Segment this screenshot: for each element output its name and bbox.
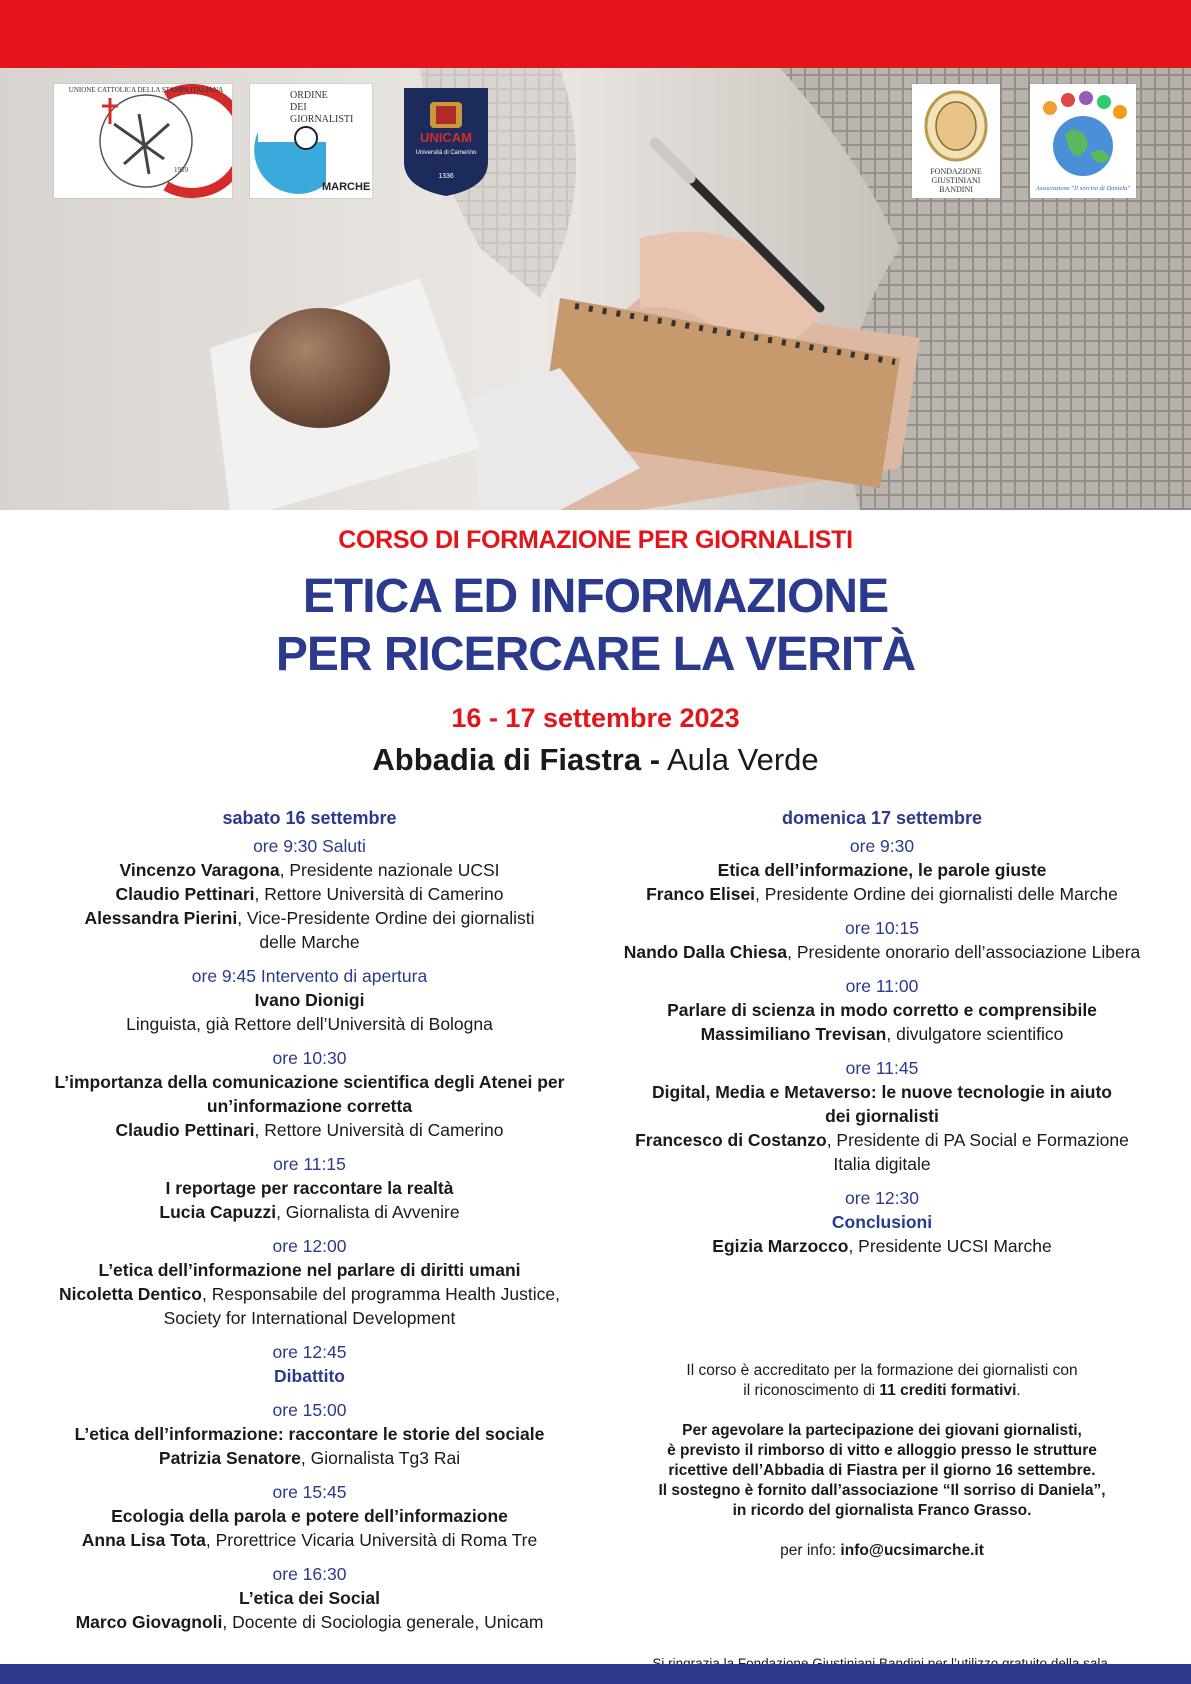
day1-program <box>22 806 597 1644</box>
top-red-band <box>0 0 1191 68</box>
speaker-role: , Responsabile del programma Health Justice, <box>201 1284 560 1304</box>
info-contact <box>598 1541 1166 1561</box>
talk-title: Ecologia della parola e potere dell’informazione <box>111 1506 508 1526</box>
speaker <box>598 1128 1166 1152</box>
program-block <box>22 1480 597 1552</box>
talk-title-cont: un’informazione corretta <box>206 1096 413 1116</box>
speaker-name: Marco Giovagnoli <box>75 1612 223 1632</box>
speaker-name: Anna Lisa Tota <box>81 1530 206 1550</box>
program-block <box>22 1152 597 1224</box>
program-block <box>22 1340 597 1388</box>
event-dates: 16 - 17 settembre 2023 <box>451 703 740 733</box>
speaker-name: Francesco di Costanzo <box>635 1130 827 1150</box>
speaker <box>22 1282 597 1306</box>
talk-title: I reportage per raccontare la realtà <box>165 1178 454 1198</box>
svg-text:FONDAZIONE: FONDAZIONE <box>930 167 982 176</box>
session-time: ore 12:45 <box>272 1342 347 1362</box>
day2-program <box>598 806 1166 1268</box>
speaker <box>22 1610 597 1634</box>
svg-text:UNICAM: UNICAM <box>420 130 472 145</box>
speaker <box>22 1118 597 1142</box>
fondazione-giustiniani-bandini-logo <box>912 84 1000 198</box>
speaker <box>22 1446 597 1470</box>
session-time: ore 15:45 <box>272 1482 347 1502</box>
accreditation-line-2: il riconoscimento di <box>743 1382 880 1399</box>
support-note <box>598 1421 1166 1521</box>
program-block <box>598 1186 1166 1258</box>
speaker-role: , Presidente di PA Social e Formazione <box>826 1130 1129 1150</box>
hero-photo <box>0 68 1191 510</box>
svg-text:1959: 1959 <box>174 166 188 174</box>
svg-text:MARCHE: MARCHE <box>322 181 371 193</box>
speaker <box>22 882 597 906</box>
speaker-role: , Giornalista Tg3 Rai <box>300 1448 461 1468</box>
page-title <box>0 568 1191 684</box>
speaker-name: Lucia Capuzzi <box>159 1202 277 1222</box>
support-line: ricettive dell’Abbadia di Fiastra per il giorno 16 settembre. <box>668 1462 1096 1479</box>
session-time: ore 10:15 <box>845 918 919 938</box>
speaker-role: , divulgatore scientifico <box>886 1024 1064 1044</box>
venue-name: Abbadia di Fiastra - <box>372 742 661 777</box>
speaker-name: Franco Elisei <box>646 884 756 904</box>
venue-room: Aula Verde <box>660 742 819 777</box>
session-time: ore 9:45 Intervento di apertura <box>191 966 428 986</box>
talk-title: L’etica dei Social <box>238 1588 381 1608</box>
speaker-role: , Docente di Sociologia generale, Unicam <box>222 1612 544 1632</box>
program-block <box>598 974 1166 1046</box>
session-time: ore 9:30 <box>849 836 915 856</box>
ucsi-logo <box>54 84 232 198</box>
session-time: ore 12:00 <box>272 1236 347 1256</box>
speaker-role: , Vice-Presidente Ordine dei giornalisti <box>237 908 535 928</box>
accreditation-line-1: Il corso è accreditato per la formazione dei giornalisti con <box>686 1362 1078 1379</box>
speaker-name: Nicoletta Dentico <box>59 1284 202 1304</box>
svg-text:ORDINE: ORDINE <box>290 90 328 101</box>
speaker-role: , Presidente nazionale UCSI <box>279 860 500 880</box>
svg-text:1336: 1336 <box>438 173 454 180</box>
ordine-giornalisti-logo <box>250 84 372 198</box>
accreditation-period: . <box>1016 1382 1021 1399</box>
speaker-name: Patrizia Senatore <box>158 1448 301 1468</box>
svg-text:GIUSTINIANI: GIUSTINIANI <box>931 176 981 185</box>
speaker-role: , Rettore Università di Camerino <box>254 884 504 904</box>
svg-text:UNIONE CATTOLICA DELLA STAMPA: UNIONE CATTOLICA DELLA STAMPA ITALIANA <box>68 86 224 94</box>
svg-text:Associazione "Il sorriso di Da: Associazione "Il sorriso di Daniela" <box>1035 185 1131 192</box>
speaker <box>598 882 1166 906</box>
svg-text:DEI: DEI <box>290 102 307 113</box>
talk-title: Digital, Media e Metaverso: le nuove tecnologie in aiuto <box>652 1082 1112 1102</box>
speaker-name: Alessandra Pierini <box>84 908 238 928</box>
speaker-name: Nando Dalla Chiesa <box>623 942 788 962</box>
talk-title: L’importanza della comunicazione scientifica degli Atenei per <box>54 1072 565 1092</box>
talk-title: L’etica dell’informazione nel parlare di diritti umani <box>98 1260 521 1280</box>
unicam-logo <box>400 84 492 198</box>
program-block <box>22 964 597 1036</box>
program-block <box>22 834 597 954</box>
speaker <box>598 1234 1166 1258</box>
speaker-role-cont: Society for International Development <box>163 1308 456 1328</box>
session-time: ore 12:30 <box>845 1188 919 1208</box>
speaker-role: , Presidente onorario dell’associazione Libera <box>787 942 1141 962</box>
speaker-role: , Presidente UCSI Marche <box>848 1236 1052 1256</box>
session-time: ore 11:00 <box>845 976 919 996</box>
speaker <box>22 1200 597 1224</box>
speaker <box>22 858 597 882</box>
program-block <box>598 1056 1166 1176</box>
talk-title: Etica dell’informazione, le parole giuste <box>717 860 1047 880</box>
course-kicker: CORSO DI FORMAZIONE PER GIORNALISTI <box>338 526 853 554</box>
session-time: ore 15:00 <box>272 1400 347 1420</box>
speaker <box>22 1528 597 1552</box>
speaker-name: Massimiliano Trevisan <box>700 1024 887 1044</box>
program-block <box>598 916 1166 964</box>
talk-title: L’etica dell’informazione: raccontare le storie del sociale <box>74 1424 545 1444</box>
session-time: ore 9:30 Saluti <box>253 836 366 856</box>
support-line: in ricordo del giornalista Franco Grasso. <box>732 1502 1032 1519</box>
bottom-blue-band <box>0 1664 1191 1684</box>
program-block <box>22 1046 597 1142</box>
talk-title-cont: dei giornalisti <box>825 1106 939 1126</box>
conclusions-label: Conclusioni <box>831 1212 933 1232</box>
speaker <box>598 1022 1166 1046</box>
speaker-role: , Giornalista di Avvenire <box>276 1202 460 1222</box>
day2-label: domenica 17 settembre <box>781 808 983 828</box>
speaker-role-cont: delle Marche <box>259 932 360 952</box>
svg-text:GIORNALISTI: GIORNALISTI <box>290 114 354 125</box>
accreditation-note <box>598 1361 1166 1401</box>
program-block <box>22 1234 597 1330</box>
speaker-role: , Prorettrice Vicaria Università di Roma Tre <box>205 1530 538 1550</box>
speaker-name: Vincenzo Varagona <box>119 860 280 880</box>
credits-count: 11 crediti formativi <box>879 1382 1017 1399</box>
session-time: ore 11:45 <box>845 1058 919 1078</box>
speaker-name: Claudio Pettinari <box>115 884 255 904</box>
talk-title: Parlare di scienza in modo corretto e comprensibile <box>667 1000 1097 1020</box>
title-line-1: ETICA ED INFORMAZIONE <box>302 570 889 623</box>
speaker-role: Linguista, già Rettore dell’Università di Bologna <box>126 1014 493 1034</box>
course-notes <box>598 1361 1166 1581</box>
session-time: ore 11:15 <box>273 1154 346 1174</box>
program-block <box>22 1398 597 1470</box>
support-line: Il sostegno è fornito dall’associazione “Il sorriso di Daniela”, <box>658 1482 1106 1499</box>
info-email[interactable]: info@ucsimarche.it <box>840 1542 984 1559</box>
speaker <box>598 940 1166 964</box>
title-line-2: PER RICERCARE LA VERITÀ <box>275 628 916 681</box>
speaker-role: , Presidente Ordine dei giornalisti delle Marche <box>755 884 1118 904</box>
speaker-role: , Rettore Università di Camerino <box>254 1120 504 1140</box>
support-line: Per agevolare la partecipazione dei giovani giornalisti, <box>682 1422 1082 1439</box>
speaker-name: Ivano Dionigi <box>254 990 365 1010</box>
support-line: è previsto il rimborso di vitto e alloggio presso le strutture <box>667 1442 1097 1459</box>
sorriso-di-daniela-logo <box>1030 84 1136 198</box>
svg-text:BANDINI: BANDINI <box>939 185 973 194</box>
session-time: ore 16:30 <box>272 1564 347 1584</box>
day1-label: sabato 16 settembre <box>222 808 397 828</box>
session-time: ore 10:30 <box>272 1048 347 1068</box>
program-block <box>598 834 1166 906</box>
svg-text:Università di Camerino: Università di Camerino <box>415 150 477 156</box>
debate-label: Dibattito <box>274 1366 345 1386</box>
speaker <box>22 906 597 930</box>
speaker-role-cont: Italia digitale <box>833 1154 931 1174</box>
program-block <box>22 1562 597 1634</box>
event-venue <box>0 742 1191 778</box>
speaker-name: Claudio Pettinari <box>115 1120 255 1140</box>
speaker-name: Egizia Marzocco <box>712 1236 849 1256</box>
info-label: per info: <box>780 1542 841 1559</box>
